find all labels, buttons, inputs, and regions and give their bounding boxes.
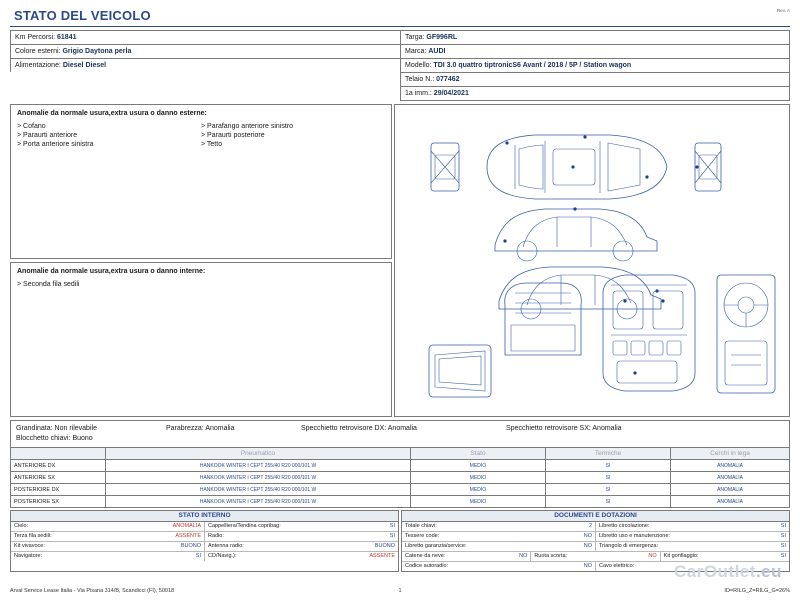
tyre-model: HANKOOK WINTER I CEPT 255/40 R20 000/101 W	[106, 472, 411, 484]
interior-state-title: STATO INTERNO	[11, 511, 398, 522]
summary-label: Grandinata:	[16, 425, 53, 432]
tyre-model: HANKOOK WINTER I CEPT 255/40 R20 000/101 W	[106, 484, 411, 496]
summary-windscreen	[166, 424, 301, 434]
field-label: Navigatore:	[14, 553, 43, 559]
tyre-rim: ANOMALIA	[671, 472, 790, 484]
watermark-text: CarOutlet	[673, 562, 756, 581]
field-value: 2	[588, 523, 592, 529]
document-field	[531, 552, 660, 561]
page-footer	[10, 588, 790, 594]
field-label: Cappelliera/Tendina copribag:	[208, 523, 281, 529]
field-value: SI	[195, 553, 201, 559]
interior-steering-wheel-view	[717, 275, 775, 393]
field-label: Triangolo di emergenza:	[599, 543, 659, 549]
interior-field	[205, 522, 398, 531]
tyre-position: ANTERIORE DX	[11, 460, 106, 472]
info-value: GF996RL	[426, 34, 458, 41]
vehicle-info-left	[10, 30, 400, 101]
external-damage-box	[10, 104, 392, 259]
interior-seat-front	[505, 283, 582, 355]
interior-field	[205, 552, 398, 561]
interior-field	[205, 542, 398, 551]
list-item: > Paraurti posteriore	[201, 131, 385, 140]
field-value: ASSENTE	[175, 533, 201, 539]
tyre-rim: ANOMALIA	[671, 460, 790, 472]
diagram-panel	[394, 104, 790, 417]
tyre-model: HANKOOK WINTER I CEPT 255/40 R20 000/101 W	[106, 496, 411, 508]
field-value: NO	[583, 543, 592, 549]
footer-code: ID=RILG_Z=RILG_G=26%	[724, 588, 790, 594]
car-diagram	[395, 105, 789, 416]
damage-panel	[10, 104, 392, 417]
tyre-state: MEDIO	[411, 496, 546, 508]
car-top-view	[487, 135, 667, 199]
summary-hail	[16, 424, 166, 434]
field-value: SI	[780, 543, 786, 549]
tyre-position: POSTERIORE DX	[11, 484, 106, 496]
table-row	[11, 472, 790, 484]
external-damage-heading: Anomalie da normale usura,extra usura o danno esterne:	[17, 110, 207, 117]
interior-field	[205, 532, 398, 541]
field-label: Totale chiavi:	[405, 523, 437, 529]
field-label: Libretto circolazione:	[599, 523, 650, 529]
field-label: Codice autoradio:	[405, 563, 449, 569]
field-value: SI	[780, 533, 786, 539]
table-row	[402, 532, 789, 542]
watermark	[674, 562, 782, 582]
vehicle-info	[10, 30, 790, 101]
info-label: Km Percorsi:	[15, 34, 56, 41]
interior-dashboard-view	[429, 345, 491, 397]
car-side-view-left	[495, 207, 657, 261]
info-value: 61841	[57, 34, 77, 41]
interior-field	[11, 552, 205, 561]
document-field	[402, 532, 596, 541]
document-field	[402, 522, 596, 531]
footer-page-number: 1	[398, 588, 402, 594]
info-value: AUDI	[428, 48, 446, 55]
list-item: > Parafango anteriore sinistro	[201, 122, 385, 131]
info-label: Telaio N.:	[405, 76, 435, 83]
tyres-table	[10, 447, 790, 508]
list-item: > Paraurti anteriore	[17, 131, 201, 140]
info-label: Modello:	[405, 62, 432, 69]
tyres-col-stato: Stato	[411, 448, 546, 460]
summary-mirror-dx	[301, 424, 506, 434]
field-label: Catene da neve:	[405, 553, 446, 559]
field-label: Kit vivavoce:	[14, 543, 45, 549]
field-label: Ruota scorta:	[534, 553, 568, 559]
info-row	[10, 30, 400, 44]
info-row	[400, 30, 790, 44]
list-item: > Cofano	[17, 122, 201, 131]
document-field	[596, 542, 789, 551]
info-row	[400, 58, 790, 72]
tyre-thermal: SI	[546, 496, 671, 508]
summary-label: Blocchetto chiavi:	[16, 435, 71, 442]
table-header-row	[11, 448, 790, 460]
summary-label: Specchietto retrovisore SX:	[506, 425, 591, 432]
tyre-state: MEDIO	[411, 472, 546, 484]
internal-damage-list	[17, 280, 201, 289]
list-item: > Porta anteriore sinistra	[17, 140, 201, 149]
summary-value: Non rilevabile	[54, 425, 97, 432]
document-field	[402, 562, 596, 571]
summary-value: Buono	[72, 435, 93, 442]
table-row	[11, 484, 790, 496]
table-row	[11, 542, 398, 552]
tyre-state: MEDIO	[411, 484, 546, 496]
field-value: SI	[780, 553, 786, 559]
summary-label: Specchietto retrovisore DX:	[301, 425, 387, 432]
list-item: > Seconda fila sedili	[17, 280, 201, 289]
info-label: Targa:	[405, 34, 425, 41]
info-label: 1a imm.:	[405, 90, 432, 97]
document-field	[596, 532, 789, 541]
field-value: BUONO	[374, 543, 395, 549]
field-label: Tessere code:	[405, 533, 440, 539]
summary-value: Anomalia	[592, 425, 622, 432]
front-view-left	[431, 143, 459, 191]
summary-value: Anomalia	[205, 425, 235, 432]
info-row	[400, 86, 790, 101]
field-label: Terza fila sedili:	[14, 533, 52, 539]
footer-company: Arval Service Lease Italia - Via Pisana 314/B, Scandicci (FI), 50018	[10, 588, 175, 594]
field-label: Libretto garanzia/service:	[405, 543, 467, 549]
documents-title: DOCUMENTI E DOTAZIONI	[402, 511, 789, 522]
table-row	[402, 522, 789, 532]
summary-value: Anomalia	[387, 425, 417, 432]
table-row	[402, 542, 789, 552]
field-value: SI	[389, 533, 395, 539]
summary-key-block	[16, 434, 93, 444]
table-row	[11, 532, 398, 542]
info-value: TDI 3.0 quattro tiptronicS6 Avant / 2018 / 5P / Station wagon	[433, 62, 632, 69]
document-field	[661, 552, 789, 561]
info-row	[10, 44, 400, 58]
field-label: Antenna radio:	[208, 543, 244, 549]
summary-label: Parabrezza:	[166, 425, 204, 432]
info-label: Alimentazione:	[15, 62, 61, 69]
info-row	[10, 58, 400, 72]
info-row	[400, 44, 790, 58]
inspection-panels	[10, 104, 790, 417]
car-diagram-svg	[395, 105, 789, 416]
rear-view-right	[695, 143, 721, 191]
interior-field	[11, 542, 205, 551]
tyres-col-cerchi: Cerchi in lega	[671, 448, 790, 460]
table-row	[11, 522, 398, 532]
tyres-col-blank	[11, 448, 106, 460]
document-field	[596, 522, 789, 531]
revision-label: Rev. A	[777, 8, 790, 13]
external-damage-list-2	[201, 122, 385, 149]
field-value: NO	[648, 553, 657, 559]
watermark-suffix: .eu	[755, 562, 782, 581]
page-title: STATO DEL VEICOLO	[14, 8, 151, 23]
tyre-model: HANKOOK WINTER I CEPT 255/40 R20 000/101 W	[106, 460, 411, 472]
info-value: Grigio Daytona perla	[62, 48, 132, 55]
document-field	[402, 542, 596, 551]
title-divider	[10, 26, 790, 27]
tyres-col-pneumatico: Pneumatico	[106, 448, 411, 460]
field-value: ANOMALIA	[172, 523, 201, 529]
tyre-thermal: SI	[546, 484, 671, 496]
field-value: ASSENTE	[369, 553, 395, 559]
table-row	[402, 552, 789, 562]
field-label: Cavo elettrico:	[599, 563, 635, 569]
interior-cabin-top-view	[603, 275, 695, 391]
interior-field	[11, 532, 205, 541]
table-row	[11, 496, 790, 508]
document-field	[402, 552, 531, 561]
field-value: NO	[583, 533, 592, 539]
info-label: Marca:	[405, 48, 427, 55]
tyre-rim: ANOMALIA	[671, 484, 790, 496]
field-label: Libretto uso e manutenzione:	[599, 533, 670, 539]
field-label: Cielo:	[14, 523, 29, 529]
info-label: Colore esterni:	[15, 48, 61, 55]
interior-field	[11, 522, 205, 531]
info-row	[400, 72, 790, 86]
field-value: SI	[780, 523, 786, 529]
tyres-col-termiche: Termiche	[546, 448, 671, 460]
interior-state-table	[10, 510, 399, 572]
tyre-position: ANTERIORE SX	[11, 472, 106, 484]
info-value: 077462	[436, 76, 460, 83]
table-row	[11, 552, 398, 561]
info-value: Diesel Diesel	[62, 62, 107, 69]
condition-summary	[10, 420, 790, 447]
tyre-state: MEDIO	[411, 460, 546, 472]
tyre-thermal: SI	[546, 472, 671, 484]
car-diagram-box	[394, 104, 790, 417]
field-value: SI	[389, 523, 395, 529]
vehicle-info-right	[400, 30, 790, 101]
field-value: NO	[519, 553, 528, 559]
list-item: > Tetto	[201, 140, 385, 149]
field-value: NO	[583, 563, 592, 569]
tyre-thermal: SI	[546, 460, 671, 472]
field-label: Radio:	[208, 533, 224, 539]
summary-mirror-sx	[506, 424, 622, 434]
info-value: 29/04/2021	[433, 90, 469, 97]
internal-damage-heading: Anomalie da normale usura,extra usura o danno interne:	[17, 268, 206, 275]
field-value: BUONO	[180, 543, 201, 549]
field-label: CD/Navig.):	[208, 553, 237, 559]
internal-damage-box	[10, 262, 392, 417]
table-row	[11, 460, 790, 472]
tyre-position: POSTERIORE SX	[11, 496, 106, 508]
field-label: Kit gonfiaggio:	[663, 553, 699, 559]
external-damage-list-1	[17, 122, 201, 149]
tyre-rim: ANOMALIA	[671, 496, 790, 508]
